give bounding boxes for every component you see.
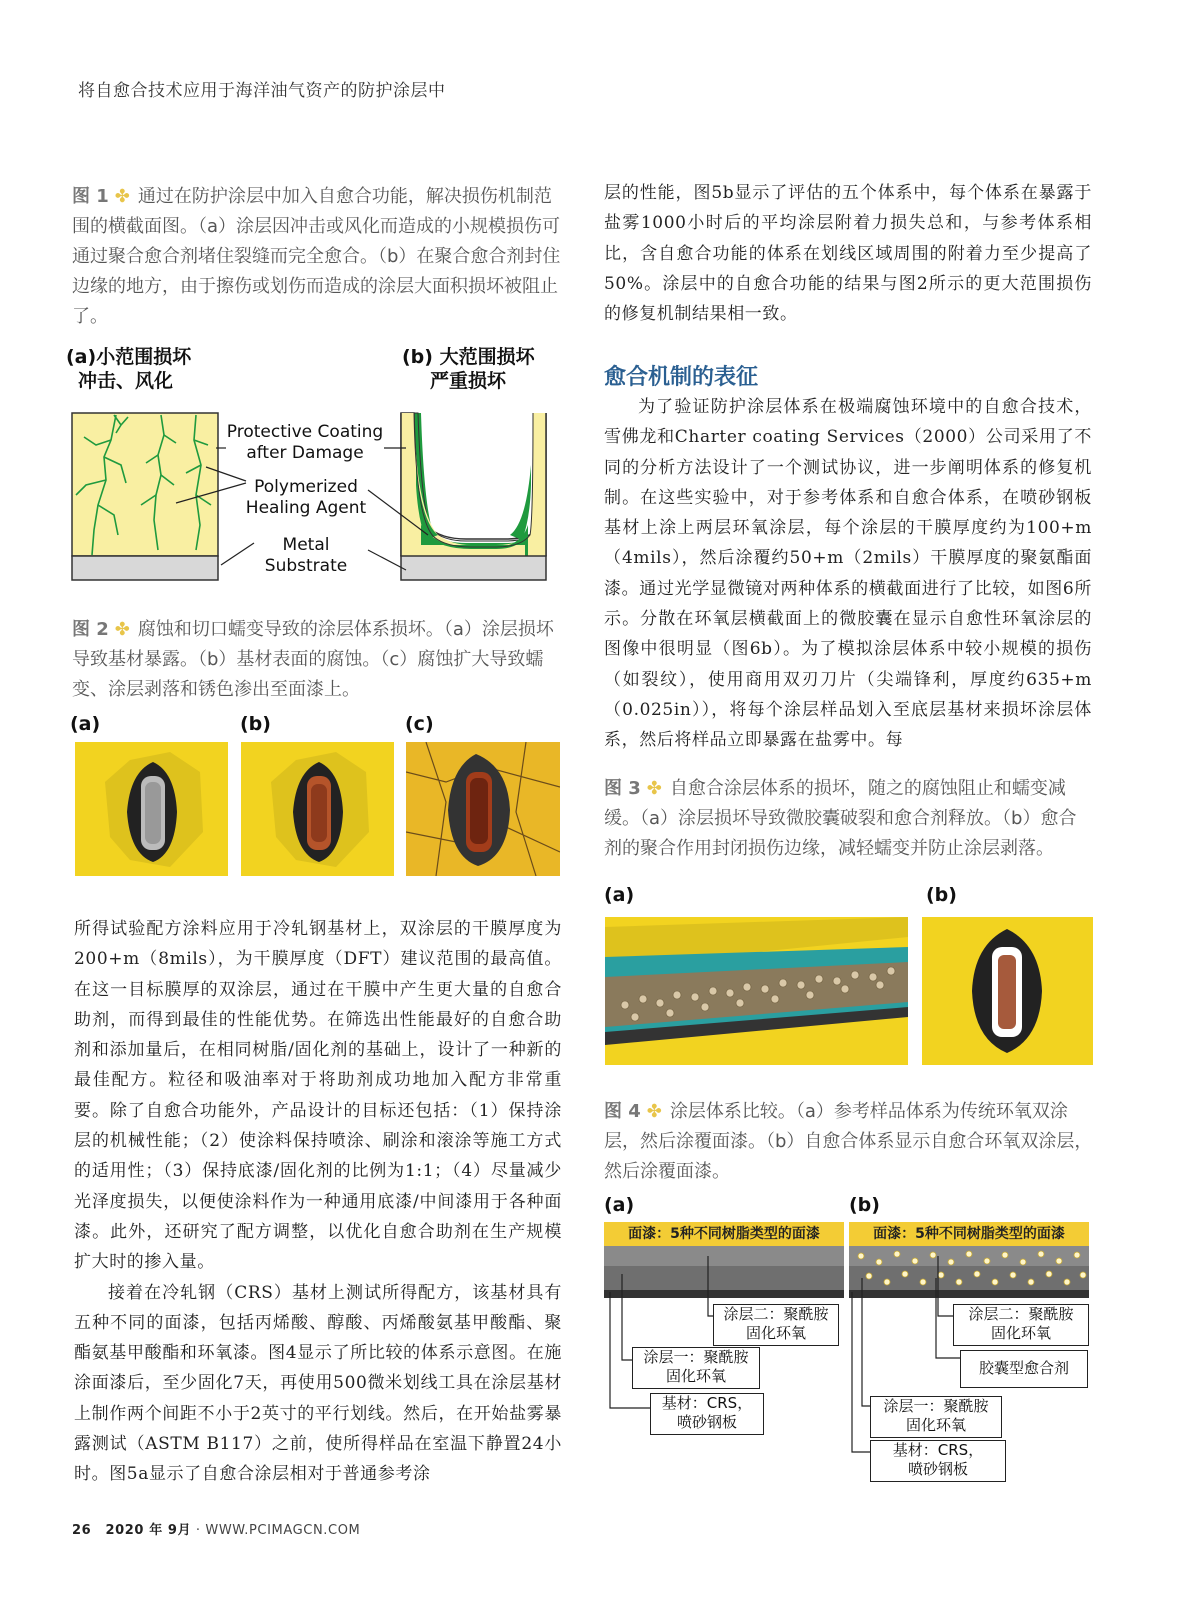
figure-4a-coat1-line2: 固化环氧 <box>665 1367 726 1385</box>
figure-2b-label: (b) <box>240 713 271 735</box>
figure-4-caption <box>604 1097 1094 1187</box>
figure-1-caption <box>72 182 562 332</box>
figure-4b-substrate-line1: 基材：CRS， <box>892 1441 984 1459</box>
figure-4a-substrate-line2: 喷砂钢板 <box>676 1413 737 1431</box>
issue-date: 2020 年 9月 <box>105 1523 192 1538</box>
metal-substrate-line1: Metal <box>282 535 330 555</box>
figure-2c-label: (c) <box>405 713 434 735</box>
figure-4-caption-text: 涂层体系比较。（a）参考样品体系为传统环氧双涂层，然后涂覆面漆。（b）自愈合体系显示自愈合环氧双涂层，然后涂覆面漆。 <box>604 1101 1093 1182</box>
metal-substrate-line2: Substrate <box>264 556 348 576</box>
protective-coating-label <box>226 422 384 464</box>
figure-4b-coat2-line1: 涂层二：聚酰胺 <box>968 1305 1074 1323</box>
running-title: 将自愈合技术应用于海洋油气资产的防护涂层中 <box>78 81 446 101</box>
metal-substrate-label <box>246 535 366 577</box>
figure-4a-substrate-box <box>650 1393 764 1435</box>
right-paragraph-0: 层的性能，图5b显示了评估的五个体系中，每个体系在暴露于盐雾1000小时后的平均涂层附着力损失总和，与参考体系相比，含自愈合功能的体系在划线区域周围的附着力至少提高了50%。涂层中的自愈合功能的结果与图2所示的更大范围损伤的修复机制结果相一致。 <box>604 183 1092 325</box>
left-paragraph-1: 所得试验配方涂料应用于冷轧钢基材上，双涂层的干膜厚度为200+m（8mils），为干膜厚度（DFT）建议范围的最高值。在这一目标膜厚的双涂层，通过在干膜中产生更大量的自愈合助剂，而得到最佳的性能优势。在筛选出性能最好的自愈合助剂和添加量后，在相同树脂/固化剂的基础上，设计了一种新的最佳配方。粒径和吸油率对于将助剂成功地加入配方非常重要。除了自愈合功能外，产品设计的目标还包括：（1）保持涂层的机械性能；（2）使涂料保持喷涂、刷涂和滚涂等施工方式的适用性；（3）保持底漆/固化剂的比例为1:1；（4）尽量减少光泽度损失，以便使涂料作为一种通用底漆/中间漆用于各种面漆。此外，还研究了配方调整，以优化自愈合助剂在生产规模扩大时的掺入量。 <box>74 919 562 1273</box>
healing-agent-line1: Polymerized <box>254 477 358 497</box>
healing-agent-line2: Healing Agent <box>245 498 367 518</box>
figure-3a-label: (a) <box>604 884 635 906</box>
figure-4a-coat1-line1: 涂层一：聚酰胺 <box>643 1348 749 1366</box>
diamond-icon: ✤ <box>646 1101 662 1122</box>
figure-3a-image <box>605 917 908 1065</box>
healing-agent-label <box>236 477 376 519</box>
figure-4b-coat1-line2: 固化环氧 <box>905 1416 966 1434</box>
figure-2-caption <box>72 615 562 705</box>
figure-2b-image <box>241 742 394 876</box>
right-body-intro <box>604 178 1092 329</box>
figure-4b-capsule-box <box>960 1350 1088 1388</box>
left-body-text <box>74 914 562 1490</box>
figure-4-label: 图 4 <box>604 1101 641 1122</box>
figure-2a-label: (a) <box>70 713 101 735</box>
figure-1b-title-line1: (b) 大范围损坏 <box>402 346 535 368</box>
right-body-text <box>604 392 1092 756</box>
figure-4b-coat1-line1: 涂层一：聚酰胺 <box>883 1397 989 1415</box>
diamond-icon: ✤ <box>114 619 130 640</box>
figure-4a-substrate-line1: 基材：CRS， <box>661 1394 753 1412</box>
page-footer <box>72 1519 360 1538</box>
substrate-block-a <box>72 556 218 580</box>
right-paragraph-1: 为了验证防护涂层体系在极端腐蚀环境中的自愈合技术，雪佛龙和Charter coating Services（2000）公司采用了不同的分析方法设计了一个测试协议，进一步阐明体系的修复机制。在这些实验中，对于参考体系和自愈合体系，在喷砂钢板基材上涂上两层环氧涂层，每个涂层的干膜厚度约为100+m（4mils），然后涂覆约50+m（2mils）干膜厚度的聚氨酯面漆。通过光学显微镜对两种体系的横截面进行了比较，如图6所示。分散在环氧层横截面上的微胶囊在显示自愈性环氧涂层的图像中很明显（图6b）。为了模拟涂层体系中较小规模的损伤（如裂纹），使用商用双刃刀片（尖端锋利，厚度约635+m（0.025in）），将每个涂层样品划入至底层基材来损坏涂层体系，然后将样品立即暴露在盐雾中。每 <box>604 397 1092 751</box>
figure-4a-coat2-box <box>713 1304 839 1346</box>
figure-4b-substrate-box <box>870 1440 1006 1482</box>
figure-3-caption-text: 自愈合涂层体系的损坏，随之的腐蚀阻止和蠕变减缓。（a）涂层损坏导致微胶囊破裂和愈合剂释放。（b）愈合剂的聚合作用封闭损伤边缘，减轻蠕变并防止涂层剥落。 <box>604 778 1077 859</box>
figure-1-caption-text: 通过在防护涂层中加入自愈合功能，解决损伤机制范围的横截面图。（a）涂层因冲击或风化而造成的小规模损伤可通过聚合愈合剂堵住裂缝而完全愈合。（b）在聚合愈合剂封住边缘的地方，由于擦伤或划伤而造成的涂层大面积损坏被阻止了。 <box>72 186 561 327</box>
figure-2a-image <box>75 742 228 876</box>
protective-coating-line1: Protective Coating <box>226 422 384 442</box>
figure-1a-title-line2: 冲击、风化 <box>78 370 174 392</box>
figure-4a-label: (a) <box>604 1194 635 1216</box>
section-title: 愈合机制的表征 <box>604 365 759 390</box>
figure-4b-substrate-line2: 喷砂钢板 <box>907 1460 968 1478</box>
page-number: 26 <box>72 1523 92 1538</box>
footer-website: WWW.PCIMAGCN.COM <box>205 1523 361 1538</box>
diamond-icon: ✤ <box>114 186 130 207</box>
figure-1b-title-line2: 严重损坏 <box>430 370 507 392</box>
figure-3-label: 图 3 <box>604 778 641 799</box>
figure-3-caption <box>604 774 1094 864</box>
figure-4a-coat2-line1: 涂层二：聚酰胺 <box>723 1305 829 1323</box>
footer-dot: · <box>195 1523 201 1538</box>
figure-1-diagram <box>66 345 566 590</box>
figure-4b-coat2-line2: 固化环氧 <box>990 1324 1051 1342</box>
substrate-block-b <box>401 556 546 580</box>
figure-2c-image <box>406 742 560 876</box>
figure-4a-topcoat: 面漆：5种不同树脂类型的面漆 <box>604 1222 844 1246</box>
figure-4b-label: (b) <box>849 1194 880 1216</box>
left-paragraph-2: 接着在冷轧钢（CRS）基材上测试所得配方，该基材具有五种不同的面漆，包括丙烯酸、醇酸、丙烯酸氨基甲酸酯、聚酯氨基甲酸酯和环氧漆。图4显示了所比较的体系示意图。在施涂面漆后，至少固化7天，再使用500微米划线工具在涂层基材上制作两个间距不小于2英寸的平行划线。然后，在开始盐雾暴露测试（ASTM B117）之前，使所得样品在室温下静置24小时。图5a显示了自愈合涂层相对于普通参考涂 <box>74 1282 562 1485</box>
figure-4a-coat1-box <box>632 1347 760 1389</box>
diamond-icon: ✤ <box>646 778 662 799</box>
figure-2-caption-text: 腐蚀和切口蠕变导致的涂层体系损坏。（a）涂层损坏导致基材暴露。（b）基材表面的腐蚀。（c）腐蚀扩大导致蠕变、涂层剥落和锈色渗出至面漆上。 <box>72 619 554 700</box>
figure-4b-coat1-box <box>870 1396 1002 1438</box>
figure-1a-title-line1: (a)小范围损坏 <box>66 346 192 368</box>
figure-2-label: 图 2 <box>72 619 109 640</box>
figure-4b-coat2-box <box>953 1304 1089 1346</box>
figure-4b-topcoat: 面漆：5种不同树脂类型的面漆 <box>849 1222 1089 1246</box>
figure-4b-capsule-text: 胶囊型愈合剂 <box>978 1359 1069 1377</box>
figure-4a-coat2-line2: 固化环氧 <box>745 1324 806 1342</box>
figure-3b-label: (b) <box>926 884 957 906</box>
protective-coating-line2: after Damage <box>246 443 364 463</box>
figure-1-label: 图 1 <box>72 186 109 207</box>
figure-3b-image <box>922 917 1093 1065</box>
